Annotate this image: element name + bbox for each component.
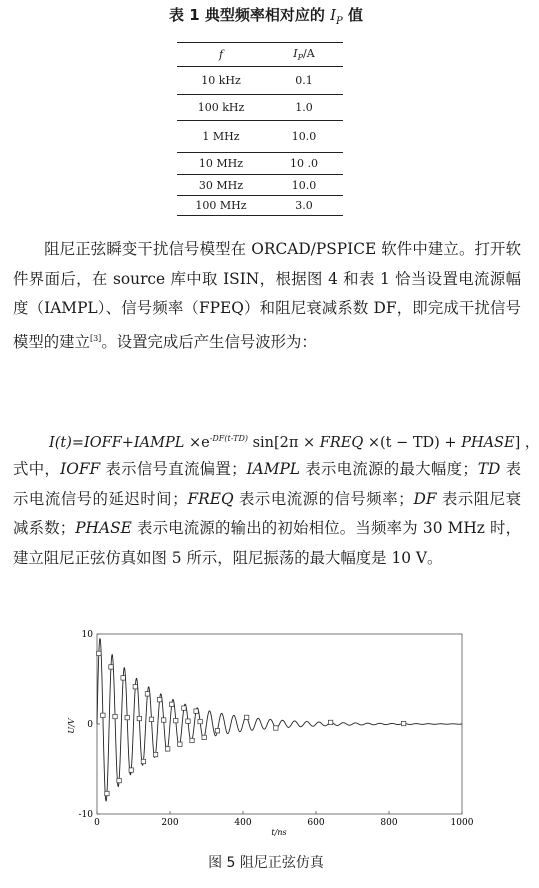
data-marker (401, 721, 405, 725)
data-marker (194, 709, 198, 713)
x-tick-label: 600 (307, 818, 325, 828)
data-marker (190, 738, 194, 742)
table-row (177, 95, 343, 121)
y-tick-label: 0 (87, 720, 93, 730)
data-marker (182, 706, 186, 710)
cell-ip: 1.0 (265, 95, 343, 121)
cell-ip: 10.0 (265, 121, 343, 153)
data-marker (105, 791, 109, 795)
data-marker (125, 715, 129, 719)
data-marker (161, 718, 165, 722)
table-header-row (177, 43, 343, 67)
cell-ip: 10 .0 (265, 153, 343, 175)
table-row (177, 121, 343, 153)
figure-caption: 图 5 阻尼正弦仿真 (208, 855, 324, 871)
data-marker (198, 719, 202, 723)
x-axis-label: t/ns (271, 828, 287, 837)
frequency-ip-table (177, 42, 343, 216)
data-marker (153, 752, 157, 756)
data-marker (109, 665, 113, 669)
x-tick-label: 200 (161, 818, 179, 828)
x-tick-label: 0 (94, 818, 100, 828)
data-marker (101, 713, 105, 717)
waveform-formula: I(t)=IOFF+IAMPL $\times e^{-DF(t-TD)}$ sin[2π × FREQ ×(t − TD) + PHASE] ， (49, 434, 539, 451)
reference-mark: [3] (89, 333, 102, 343)
data-marker (215, 729, 219, 733)
data-marker (129, 768, 133, 772)
data-marker (157, 697, 161, 701)
data-marker (145, 692, 149, 696)
cell-frequency: 1 MHz (177, 121, 265, 153)
cell-ip: 3.0 (265, 196, 343, 216)
table-caption: 表 1 典型频率相对应的 $I_P$ 值 (168, 6, 363, 27)
x-tick-label: 1000 (450, 818, 474, 828)
data-marker (328, 720, 332, 724)
cell-ip: 10.0 (265, 175, 343, 196)
data-marker (141, 759, 145, 763)
data-marker (170, 702, 174, 706)
data-marker (113, 714, 117, 718)
data-marker (274, 726, 278, 730)
data-marker (133, 685, 137, 689)
data-marker (121, 676, 125, 680)
cell-frequency: 10 MHz (177, 153, 265, 175)
data-marker (117, 778, 121, 782)
data-marker (202, 735, 206, 739)
data-marker (186, 719, 190, 723)
x-tick-label: 800 (380, 818, 398, 828)
cell-frequency: 30 MHz (177, 175, 265, 196)
paragraph-variable-definitions: 式中，IOFF 表示信号直流偏置；IAMPL 表示电流源的最大幅度；TD 表示电流信号的延迟时间；FREQ 表示电流源的信号频率；DF 表示阻尼衰减系数；PHASE 表示电流源的输出的初始相位。当频率为 30 MHz 时，建立阻尼正弦仿真如图 5 所示，阻尼振荡的最大幅度是 10 V。 (13, 460, 521, 567)
cell-frequency: 10 kHz (177, 67, 265, 95)
y-tick-label: 10 (81, 630, 93, 640)
damped-sine-figure (60, 628, 480, 838)
data-marker (97, 651, 101, 655)
y-tick-label: -10 (78, 810, 93, 820)
table-row (177, 196, 343, 216)
cell-frequency: 100 kHz (177, 95, 265, 121)
data-marker (244, 715, 248, 719)
data-marker (166, 747, 170, 751)
data-marker (149, 717, 153, 721)
data-marker (178, 742, 182, 746)
cell-frequency: 100 MHz (177, 196, 265, 216)
cell-ip: 0.1 (265, 67, 343, 95)
col-header-ip: $I_P/A$ (265, 43, 343, 67)
data-marker (174, 718, 178, 722)
table-row (177, 67, 343, 95)
col-header-f: f (177, 43, 265, 67)
table-row (177, 175, 343, 196)
table-row (177, 153, 343, 175)
paragraph-model-setup: 阻尼正弦瞬变干扰信号模型在 ORCAD/PSPICE 软件中建立。打开软件界面后，在 source 库中取 ISIN，根据图 4 和表 1 恰当设置电流源幅度（IAMPL）、信号频率（FPEQ）和阻尼衰减系数 DF，即完成干扰信号模型的建立[3]。设置完成后产生信号波形为： (13, 240, 521, 351)
data-marker (137, 716, 141, 720)
damped-sine-chart (60, 628, 480, 838)
x-tick-label: 400 (234, 818, 252, 828)
y-axis-label: U/V (67, 718, 76, 734)
